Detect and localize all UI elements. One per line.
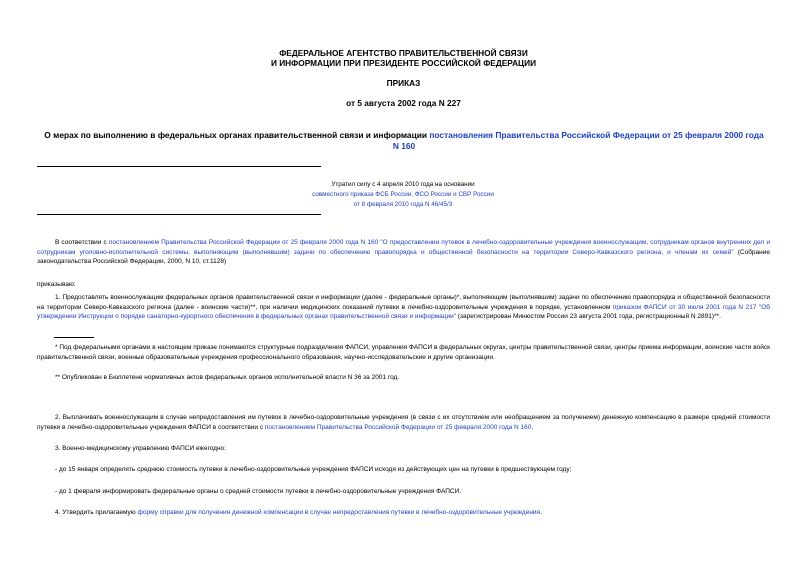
footnote-1: * Под федеральными органами в настоящем приказе понимаются структурные подразделения ФАПСИ, управления ФАПСИ в федеральных округах, центры правительственной связи, центры приема информации, воинские части войск правительственной связи, военные образовательные учреждения профессионального образования, научно-исследовательские и другие организации. — [37, 344, 770, 361]
item-1-order-link[interactable]: приказом ФАПСИ от 30 июля 2001 года N 217 — [612, 303, 757, 311]
notice-line1: Утратил силу с 4 апреля 2010 года на основании — [331, 181, 475, 188]
document-title — [44, 130, 764, 152]
item-4-form-link[interactable]: форму справки для получения денежной компенсации в случае непредоставления путевки в лечебно-оздоровительные учреждения — [137, 509, 541, 516]
item-2-end: . — [531, 423, 534, 431]
document-type: ПРИКАЗ — [386, 78, 421, 88]
notice-bottom-rule — [37, 214, 321, 215]
item-3a-paragraph: - до 15 января определять среднюю стоимость путевки в лечебно-оздоровительные учреждения ФАПСИ исходя из действующих цен на путевки в предшествующем году; — [55, 466, 572, 473]
item-4-text: 4. Утвердить прилагаемую — [55, 509, 138, 516]
preamble-paragraph — [37, 238, 770, 267]
item-1-registration-text: (зарегистрирован Минюстом России 23 августа 2001 года, регистрационный N 2891)**. — [456, 313, 721, 321]
item-3-paragraph: 3. Военно-медицинскому управлению ФАПСИ ежегодно: — [55, 445, 226, 452]
repeal-notice — [258, 180, 548, 210]
notice-top-rule — [37, 166, 321, 167]
item-1-text: 1. Предоставлять военнослужащим федеральных органов правительственной связи и информации (далее - федеральные органы)*, выполняющим (выполнявшим) задачи по обеспечению правопорядка и общественной безопасности на территории Северо-Кавказского региона (далее - воинские части)**, при наличии медицинских показаний путевки в лечебно-оздоровительные учреждения в порядке, установленном — [37, 294, 770, 311]
document-date: от 5 августа 2002 года N 227 — [346, 98, 461, 108]
item-4-end: . — [540, 509, 542, 516]
agency-name-line2: И ИНФОРМАЦИИ ПРИ ПРЕЗИДЕНТЕ РОССИЙСКОЙ ФЕДЕРАЦИИ — [270, 58, 537, 68]
footnote-rule — [54, 337, 94, 338]
preamble-resolution-link[interactable]: постановлением Правительства Российской Федерации от 25 февраля 2000 года N 160 — [108, 239, 379, 246]
preamble-source-text: (Собрание законодательства Российской Федерации, 2000, N 10, ст.1128) — [37, 248, 770, 266]
item-3b-paragraph: - до 1 февраля информировать федеральные органы о средней стоимости путевки в лечебно-оздоровительные учреждения ФАПСИ. — [55, 488, 462, 495]
notice-joint-order-link[interactable]: совместного приказа ФСБ России, ФСО России и СВР России — [312, 191, 494, 198]
notice-joint-order-date-link[interactable]: от 8 февраля 2010 года N 46/45/3 — [353, 201, 453, 208]
item-2-paragraph — [37, 413, 770, 432]
preamble-text: В соответствии с — [55, 239, 109, 246]
title-resolution-link[interactable]: постановления Правительства Российской Федерации от 25 февраля 2000 года N 160 — [392, 130, 764, 151]
item-1-paragraph — [37, 293, 770, 322]
footnote-2: ** Опубликован в Бюллетене нормативных актов федеральных органов исполнительной власти N 36 за 2001 год. — [55, 374, 400, 381]
item-2-text: 2. Выплачивать военнослужащим в случае непредоставления им путевок в лечебно-оздоровительные учреждения (в связи с их отсутствием или необращением за получением) денежную компенсацию в размере средней стоимости путевки в лечебно-оздоровительные учреждения ФАПСИ в соответствии с — [37, 414, 770, 431]
item-1-instruction-link[interactable]: "Об утверждении Инструкции о порядке санаторно-курортного обеспечения в федеральных органах правительственной связи и информации" — [37, 303, 770, 321]
item-2-resolution-link[interactable]: постановлением Правительства Российской Федерации от 25 февраля 2000 года N 160 — [264, 423, 532, 431]
order-word: приказываю: — [37, 281, 76, 288]
agency-name-line1: ФЕДЕРАЛЬНОЕ АГЕНТСТВО ПРАВИТЕЛЬСТВЕННОЙ СВЯЗИ — [279, 48, 528, 58]
item-4-paragraph — [37, 508, 770, 518]
title-text: О мерах по выполнению в федеральных органах правительственной связи и информации — [44, 130, 430, 140]
preamble-resolution-title-link[interactable]: "О предоставлении путевок в лечебно-оздоровительные учреждения военнослужащим, сотрудникам органов внутренних дел и сотрудникам уголовно-исполнительной системы, выполняющим (выполнявшим) задачи по обеспечению правопорядка и общественной безопасности на территории Северо-Кавказского региона, и членам их семей" — [37, 239, 771, 256]
